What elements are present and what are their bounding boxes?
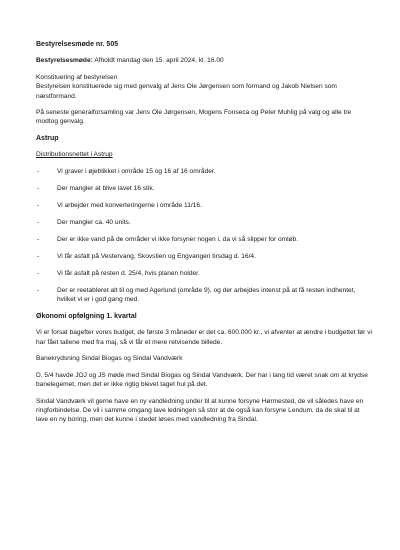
distribution-list bbox=[36, 167, 372, 305]
list-item: - Der mangler ca. 40 units. bbox=[36, 218, 372, 227]
list-item: - Der er ikke vand på de områder vi ikke forsyner nogen i, da vi så slipper for omløb. bbox=[36, 235, 372, 244]
meeting-label: Bestyrelsesmøde: bbox=[36, 57, 93, 65]
distribution-heading: Distributionsnettet i Astrup bbox=[36, 151, 113, 159]
document-page bbox=[36, 40, 372, 432]
konstituering-heading: Konstituering af bestyrelsen bbox=[36, 73, 118, 81]
meeting-line bbox=[36, 56, 372, 65]
document-title: Bestyrelsesmøde nr. 505 bbox=[36, 41, 119, 48]
konstituering-text: Bestyrelsen konstituerede sig med genvalg af Jens Ole Jørgensen som formand og Jakob Nielsen som næstformand. bbox=[36, 83, 337, 100]
list-item: - Vi arbejder med konverteringerne i område 11/16. bbox=[36, 201, 372, 210]
konstituering-section bbox=[36, 73, 372, 101]
list-item: - Vi får asfalt på Vestervang, Skovstien og Engvangen tirsdag d. 16/4. bbox=[36, 252, 372, 261]
banekrydsning-heading: Banekrydsning Sindal Biogas og Sindal Vandværk bbox=[36, 355, 183, 363]
list-item: - Vi får asfalt på resten d. 25/4, hvis planen holder. bbox=[36, 269, 372, 278]
generalforsamling-text: På seneste generalforsamling var Jens Ole Jørgensen, Mogens Fonseca og Peter Muhlig på valg og alle tre modtog genvalg. bbox=[36, 109, 352, 126]
astrup-heading: Astrup bbox=[36, 134, 59, 142]
list-item: - Vi graver i øjeblikket i område 15 og 16 af 16 områder. bbox=[36, 167, 372, 176]
banekrydsning-text: D. 5/4 havde JOJ og JS møde med Sindal Biogas og Sindal Vandværk. Der har i lang tid været snak om at krydse banelegemet, men det er ikke rigtig blevet taget hul på det. bbox=[36, 371, 368, 389]
oekonomi-heading: Økonomi opfølgning 1. kvartal bbox=[36, 313, 137, 321]
sindal-text: Sindal Vandværk vil gerne have en ny vandledning under til at kunne forsyne Hørmested, de vil således have en ringforbindelse. De vil i samme omgang lave ledningen så stor at de også kan forsyne Lendum, da de skal til at lave en ny boring, men det kunne i stedet løses med vandledning fra Sindal. bbox=[36, 397, 364, 424]
meeting-text: Afholdt mandag den 15. april 2024, kl. 16.00 bbox=[92, 57, 224, 65]
list-item: - Der er reetableret alt til og med Agerlund (område 9), og der arbejdes intenst på at få resten indhentet, hvilket vi er i god gang med. bbox=[36, 286, 372, 305]
list-item: - Der mangler at blive lavet 16 stik. bbox=[36, 184, 372, 193]
oekonomi-text: Vi er forsat bagefter vores budget, de første 3 måneder er det ca. 600.000 kr., vi afventer at ændre i budgettet før vi har fået tallene med fra maj, så vi får et mere retvisende billede. bbox=[36, 329, 372, 346]
